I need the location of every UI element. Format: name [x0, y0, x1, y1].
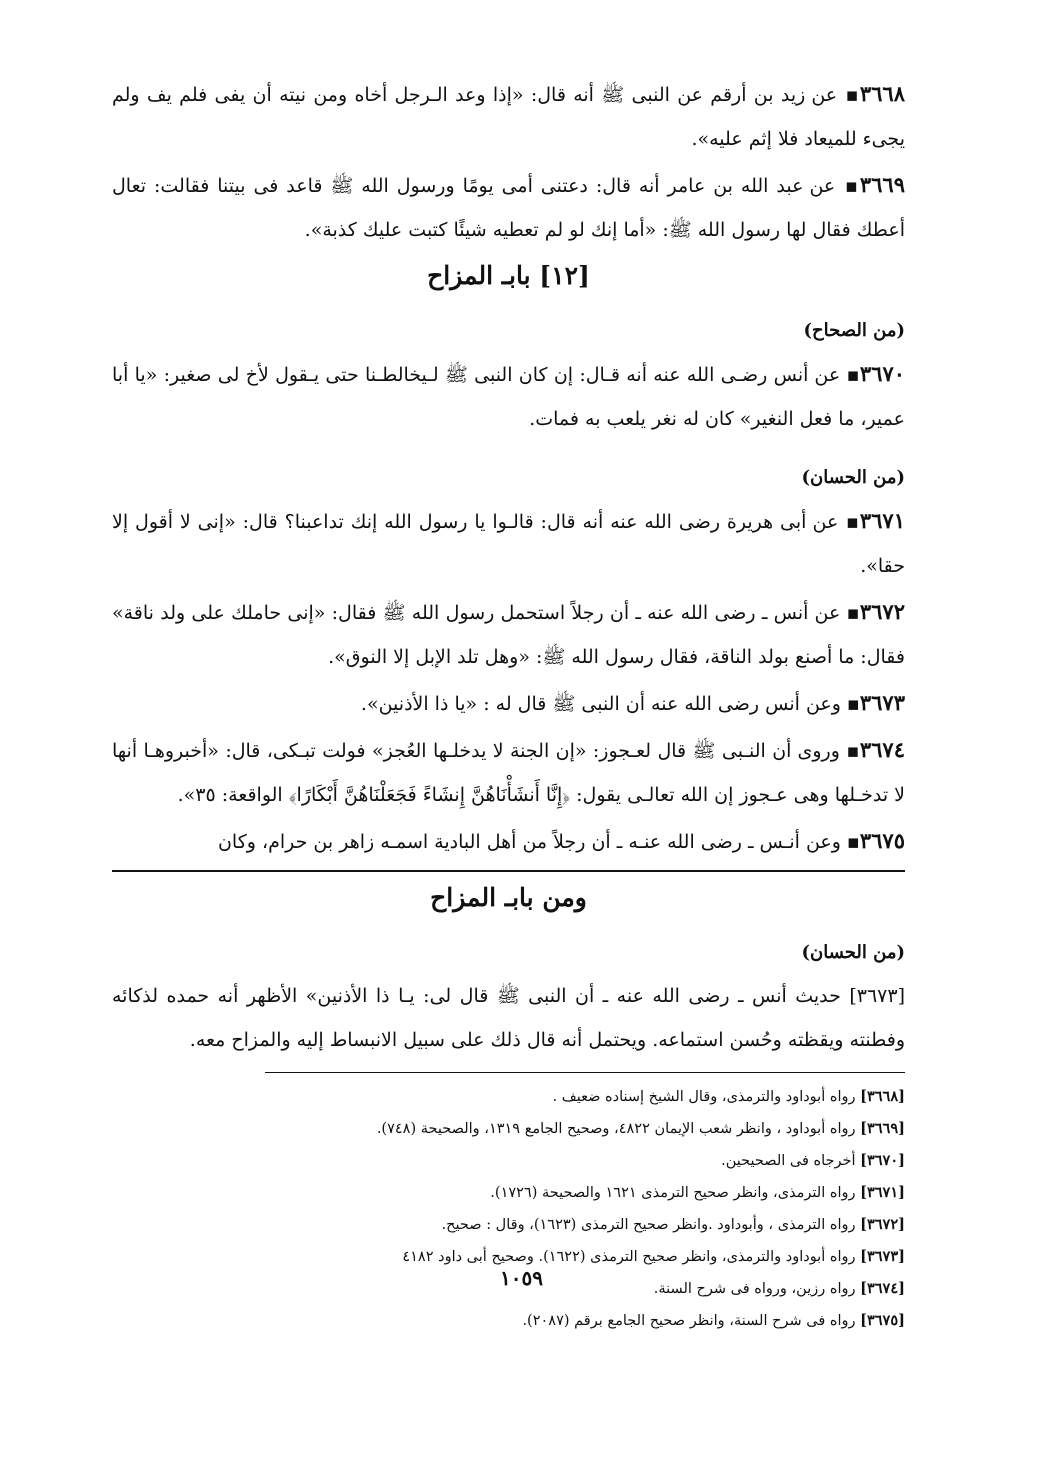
hadith-number: ٣٦٧٣: [859, 690, 905, 715]
footnote: [112, 1177, 905, 1209]
commentary-label: (من الحسان): [801, 942, 905, 963]
footnote-text: رواه فى شرح السنة، وانظر صحيح الجامع برقم (٢٠٨٧).: [522, 1313, 856, 1329]
hadith-number: ٣٦٧٢: [859, 599, 905, 624]
hadith-number: ٣٦٧٥: [859, 828, 905, 853]
hadith-text: عن زيد بن أرقم عن النبى ﷺ أنه قال: «إذا وعد الـرجل أخاه ومن نيته أن يفى فلم يف ولم يجىء للميعاد فلا إثم عليه».: [112, 84, 905, 150]
section-label-hasan: (من الحسان): [801, 467, 905, 488]
hadith-entry: ٣٦٧٣▪ وعن أنس رضى الله عنه أن النبى ﷺ قال له : «يا ذا الأذنين».: [360, 690, 905, 715]
hadith-entry: ٣٦٦٨▪ عن زيد بن أرقم عن النبى ﷺ أنه قال: «إذا وعد الـرجل أخاه ومن نيته أن يفى فلم يف ولم يجىء للميعاد فلا إثم عليه».: [112, 81, 905, 150]
commentary-heading: ومن بابـ المزاح: [430, 883, 587, 912]
footnote-number: [٣٦٦٩]: [860, 1120, 905, 1137]
hadith-number: ٣٦٧١: [859, 508, 905, 533]
footnote-text: رواه الترمذى ، وأبوداود .وانظر صحيح الترمذى (١٦٢٣)، وقال : صحيح.: [441, 1217, 856, 1233]
footnote-text: أخرجاه فى الصحيحين.: [721, 1153, 856, 1169]
section-label-sahih: (من الصحاح): [803, 320, 905, 341]
hadith-number: ٣٦٦٩: [859, 172, 905, 197]
hadith-entry: ٣٦٧٤▪ وروى أن النـبى ﷺ قال لعـجوز: «إن الجنة لا يدخلـها العُجز» فولت تبـكى، قال: «أخبروهـا أنها لا تدخـلها وهى عـجوز إن الله تعالـى يقول: ﴿إِنَّا أَنشَأْنَاهُنَّ إِنشَاءً فَجَعَلْنَاهُنَّ أَبْكَارًا﴾ الواقعة: ٣٥».: [112, 737, 905, 806]
hadith-entry: ٣٦٧٠▪ عن أنس رضـى الله عنه أنه قـال: إن كان النبى ﷺ لـيخالطـنا حتى يـقول لأخ لى صغير: «يا أبا عمير، ما فعل النغير» كان له نغر يلعب به فمات.: [112, 361, 906, 430]
hadith-entry: ٣٦٦٩▪ عن عبد الله بن عامر أنه قال: دعتنى أمى يومًا ورسول الله ﷺ قاعد فى بيتنا فقالت: تعال أعطك فقال لها رسول الله ﷺ: «أما إنك لو لم تعطيه شيئًا كتبت عليك كذبة».: [112, 172, 905, 241]
footnote-number: [٣٦٧٥]: [860, 1312, 905, 1329]
hadith-text: عن أبى هريرة رضى الله عنه أنه قال: قالـوا يا رسول الله إنك تداعبنا؟ قال: «إنى لا أقول إلا حقا».: [112, 511, 905, 577]
footnote-text: رواه أبوداود ، وانظر شعب الإيمان ٤٨٢٢، وصحيح الجامع ١٣١٩، والصحيحة (٧٤٨).: [376, 1121, 856, 1137]
footnote: [112, 1209, 905, 1241]
page-number: ١٠٥٩: [500, 1266, 543, 1290]
hadith-entry: ٣٦٧٥▪ وعن أنـس ـ رضى الله عنـه ـ أن رجلاً من أهل البادية اسمـه زاهر بن حرام، وكان: [217, 828, 905, 853]
hadith-text: وعن أنس رضى الله عنه أن النبى ﷺ قال له : «يا ذا الأذنين».: [360, 693, 841, 715]
footnote-text: رواه الترمذى، وانظر صحيح الترمذى ١٦٢١ والصحيحة (١٧٢٦).: [490, 1185, 856, 1201]
hadith-entry: ٣٦٧١▪ عن أبى هريرة رضى الله عنه أنه قال: قالـوا يا رسول الله إنك تداعبنا؟ قال: «إنى لا أقول إلا حقا».: [112, 508, 905, 577]
footnote: [112, 1113, 905, 1145]
footnote: [112, 1081, 905, 1113]
footnote-number: [٣٦٧٠]: [860, 1152, 905, 1169]
hadith-number: ٣٦٧٠: [859, 361, 906, 386]
commentary-text: [٣٦٧٣] حديث أنس ـ رضى الله عنه ـ أن النبى ﷺ قال لى: يـا ذا الأذنين» الأظهر أنه حمده لذكائه وفطنته ويقظته وحُسن استماعه. ويحتمل أنه قال ذلك على سبيل الانبساط إليه والمزاح معه.: [112, 985, 905, 1051]
footnote-number: [٣٦٦٨]: [860, 1088, 905, 1105]
hadith-entry: ٣٦٧٢▪ عن أنس ـ رضى الله عنه ـ أن رجلاً استحمل رسول الله ﷺ فقال: «إنى حاملك على ولد ناقة» فقال: ما أصنع بولد الناقة، فقال رسول الله ﷺ: «وهل تلد الإبل إلا النوق».: [112, 599, 905, 668]
footnotes: [112, 1081, 905, 1337]
footnote: [112, 1305, 905, 1337]
hadith-text: وعن أنـس ـ رضى الله عنـه ـ أن رجلاً من أهل البادية اسمـه زاهر بن حرام، وكان: [217, 831, 841, 853]
footnote-number: [٣٦٧١]: [860, 1184, 905, 1201]
footnote-divider: [265, 1072, 905, 1073]
hadith-text: عن أنس رضـى الله عنه أنه قـال: إن كان النبى ﷺ لـيخالطـنا حتى يـقول لأخ لى صغير: «يا أبا عمير، ما فعل النغير» كان له نغر يلعب به فمات.: [112, 364, 905, 430]
footnote-text: رواه أبوداود والترمذى، وقال الشيخ إسناده ضعيف .: [552, 1089, 856, 1105]
chapter-heading: [١٢] بابـ المزاح: [427, 261, 590, 290]
footnote-text: رواه أبوداود والترمذى، وانظر صحيح الترمذى (١٦٢٢). وصحيح أبى داود ٤١٨٢: [402, 1249, 856, 1265]
hadith-text: عن أنس ـ رضى الله عنه ـ أن رجلاً استحمل رسول الله ﷺ فقال: «إنى حاملك على ولد ناقة» فقال: ما أصنع بولد الناقة، فقال رسول الله ﷺ: «وهل تلد الإبل إلا النوق».: [112, 602, 905, 668]
footnote-number: [٣٦٧٤]: [860, 1280, 905, 1297]
hadith-number: ٣٦٦٨: [859, 81, 905, 106]
hadith-number: ٣٦٧٤: [859, 737, 905, 762]
footnote: [112, 1145, 905, 1177]
footnote-number: [٣٦٧٣]: [860, 1248, 905, 1265]
footnote-text: رواه رزين، ورواه فى شرح السنة.: [653, 1281, 856, 1297]
hadith-text: عن عبد الله بن عامر أنه قال: دعتنى أمى يومًا ورسول الله ﷺ قاعد فى بيتنا فقالت: تعال أعطك فقال لها رسول الله ﷺ: «أما إنك لو لم تعطيه شيئًا كتبت عليك كذبة».: [112, 175, 905, 241]
hadith-text: وروى أن النـبى ﷺ قال لعـجوز: «إن الجنة لا يدخلـها العُجز» فولت تبـكى، قال: «أخبروهـا أنها لا تدخـلها وهى عـجوز إن الله تعالـى يقول: ﴿إِنَّا أَنشَأْنَاهُنَّ إِنشَاءً فَجَعَلْنَاهُنَّ أَبْكَارًا﴾ الواقعة: ٣٥».: [112, 740, 905, 806]
commentary-divider: [112, 870, 905, 872]
footnote-number: [٣٦٧٢]: [860, 1216, 905, 1233]
